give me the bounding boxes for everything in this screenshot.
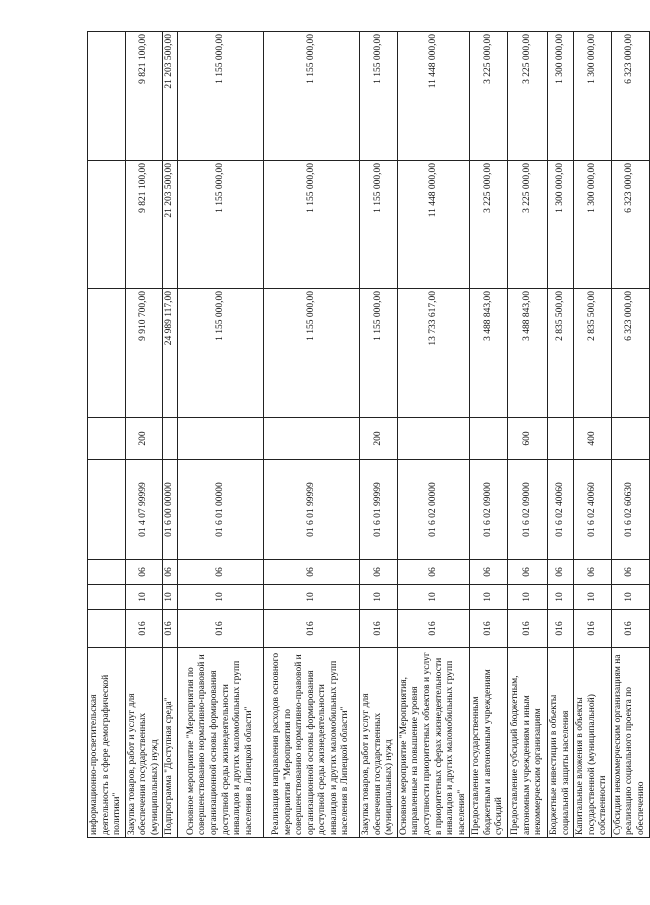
row-name: Капитальные вложения в объекты государственной (муниципальной) собственности (574, 648, 612, 838)
table-row (547, 32, 573, 838)
row-name: Основное мероприятие "Мероприятия по совершенствованию нормативно-правовой и организационной основы формирования доступной среды жизнедеятельности инвалидов и других маломобильных групп населения в Липецкой области" (178, 648, 264, 838)
target-code (88, 460, 126, 560)
expense-code (470, 418, 508, 460)
sum-year-1: 13 733 617,00 (397, 289, 469, 418)
target-code: 01 4 07 99999 (125, 460, 163, 560)
sum-year-3: 1 155 000,00 (178, 32, 264, 161)
table-row (397, 32, 469, 838)
subsection-code: 06 (360, 560, 398, 585)
sum-year-2 (88, 161, 126, 289)
sum-year-3: 1 155 000,00 (360, 32, 398, 161)
sum-year-1: 9 910 700,00 (125, 289, 163, 418)
admin-code: 016 (397, 610, 469, 648)
section-code: 10 (397, 585, 469, 610)
subsection-code: 06 (163, 560, 178, 585)
subsection-code: 06 (574, 560, 612, 585)
sum-year-3: 6 323 000,00 (611, 32, 649, 161)
sum-year-1: 24 989 117,00 (163, 289, 178, 418)
section-code: 10 (163, 585, 178, 610)
sum-year-2: 3 225 000,00 (507, 161, 547, 289)
sum-year-3: 3 225 000,00 (470, 32, 508, 161)
sum-year-1: 2 835 500,00 (574, 289, 612, 418)
sum-year-1: 1 155 000,00 (178, 289, 264, 418)
subsection-code: 06 (547, 560, 573, 585)
sum-year-3: 3 225 000,00 (507, 32, 547, 161)
row-name: Субсидии некоммерческим организациям на реализацию социального проекта по обеспечению (611, 648, 649, 838)
sum-year-3: 1 300 000,00 (574, 32, 612, 161)
sum-year-2: 21 203 500,00 (163, 161, 178, 289)
expense-code: 200 (360, 418, 398, 460)
row-name: Подпрограмма "Доступная среда" (163, 648, 178, 838)
admin-code: 016 (125, 610, 163, 648)
subsection-code: 06 (178, 560, 264, 585)
expense-code (178, 418, 264, 460)
expense-code (163, 418, 178, 460)
sum-year-2: 9 821 100,00 (125, 161, 163, 289)
section-code: 10 (507, 585, 547, 610)
sum-year-2: 6 323 000,00 (611, 161, 649, 289)
target-code: 01 6 00 00000 (163, 460, 178, 560)
sum-year-2: 1 155 000,00 (360, 161, 398, 289)
budget-table (87, 31, 650, 838)
admin-code: 016 (163, 610, 178, 648)
sum-year-1: 1 155 000,00 (360, 289, 398, 418)
section-code: 10 (611, 585, 649, 610)
sum-year-3: 1 155 000,00 (264, 32, 360, 161)
section-code (88, 585, 126, 610)
sum-year-2: 3 225 000,00 (470, 161, 508, 289)
admin-code: 016 (360, 610, 398, 648)
sum-year-2: 1 155 000,00 (178, 161, 264, 289)
target-code: 01 6 01 00000 (178, 460, 264, 560)
sum-year-2: 11 448 000,00 (397, 161, 469, 289)
admin-code: 016 (574, 610, 612, 648)
target-code: 01 6 02 40060 (574, 460, 612, 560)
sum-year-3 (88, 32, 126, 161)
target-code: 01 6 02 00000 (397, 460, 469, 560)
expense-code (264, 418, 360, 460)
target-code: 01 6 02 09000 (507, 460, 547, 560)
sum-year-1: 3 488 843,00 (470, 289, 508, 418)
expense-code: 400 (574, 418, 612, 460)
sum-year-2: 1 155 000,00 (264, 161, 360, 289)
target-code: 01 6 02 40060 (547, 460, 573, 560)
sum-year-3: 9 821 100,00 (125, 32, 163, 161)
admin-code: 016 (178, 610, 264, 648)
sum-year-1: 3 488 843,00 (507, 289, 547, 418)
table-row (574, 32, 612, 838)
rotated-table-wrapper (87, 32, 647, 838)
sum-year-3: 21 203 500,00 (163, 32, 178, 161)
table-row (611, 32, 649, 838)
row-name: Бюджетные инвестиции в объекты социальной защиты населения (547, 648, 573, 838)
sum-year-3: 11 448 000,00 (397, 32, 469, 161)
section-code: 10 (264, 585, 360, 610)
table-row (360, 32, 398, 838)
section-code: 10 (360, 585, 398, 610)
table-row (163, 32, 178, 838)
expense-code (397, 418, 469, 460)
sum-year-1 (88, 289, 126, 418)
expense-code (611, 418, 649, 460)
table-row (264, 32, 360, 838)
sum-year-3: 1 300 000,00 (547, 32, 573, 161)
table-row (125, 32, 163, 838)
section-code: 10 (178, 585, 264, 610)
sum-year-1: 2 835 500,00 (547, 289, 573, 418)
row-name: Реализация направления расходов основного мероприятия "Мероприятия по совершенствованию нормативно-правовой и организационной основы формирования доступной среды жизнедеятельности инвалидов и других маломобильных групп населения в Липецкой области" (264, 648, 360, 838)
sum-year-2: 1 300 000,00 (547, 161, 573, 289)
section-code: 10 (125, 585, 163, 610)
subsection-code (88, 560, 126, 585)
section-code: 10 (470, 585, 508, 610)
section-code: 10 (574, 585, 612, 610)
admin-code: 016 (264, 610, 360, 648)
target-code: 01 6 01 99999 (360, 460, 398, 560)
subsection-code: 06 (507, 560, 547, 585)
admin-code (88, 610, 126, 648)
target-code: 01 6 01 99999 (264, 460, 360, 560)
admin-code: 016 (507, 610, 547, 648)
expense-code: 200 (125, 418, 163, 460)
target-code: 01 6 02 09000 (470, 460, 508, 560)
sum-year-1: 1 155 000,00 (264, 289, 360, 418)
table-row (88, 32, 126, 838)
sum-year-1: 6 323 000,00 (611, 289, 649, 418)
expense-code (88, 418, 126, 460)
row-name: Предоставление государственным бюджетным и автономным учреждениям субсидий (470, 648, 508, 838)
row-name: Закупка товаров, работ и услуг для обеспечения государственных (муниципальных) нужд (125, 648, 163, 838)
row-name: Основное мероприятие "Мероприятия, направленные на повышение уровня доступности приоритетных объектов и услуг в приоритетных сферах жизнедеятельности инвалидов и других маломобильных групп населения" (397, 648, 469, 838)
subsection-code: 06 (611, 560, 649, 585)
row-name: Предоставление субсидий бюджетным, автономным учреждениям и иным некоммерческим организациям (507, 648, 547, 838)
table-row (470, 32, 508, 838)
subsection-code: 06 (125, 560, 163, 585)
expense-code: 600 (507, 418, 547, 460)
table-row (178, 32, 264, 838)
target-code: 01 6 02 60630 (611, 460, 649, 560)
admin-code: 016 (547, 610, 573, 648)
row-name: Закупка товаров, работ и услуг для обеспечения государственных (муниципальных) нужд (360, 648, 398, 838)
row-name: информационно-просветительская деятельность в сфере демографической политики" (88, 648, 126, 838)
admin-code: 016 (611, 610, 649, 648)
table-row (507, 32, 547, 838)
subsection-code: 06 (470, 560, 508, 585)
subsection-code: 06 (264, 560, 360, 585)
admin-code: 016 (470, 610, 508, 648)
expense-code (547, 418, 573, 460)
sum-year-2: 1 300 000,00 (574, 161, 612, 289)
subsection-code: 06 (397, 560, 469, 585)
section-code: 10 (547, 585, 573, 610)
